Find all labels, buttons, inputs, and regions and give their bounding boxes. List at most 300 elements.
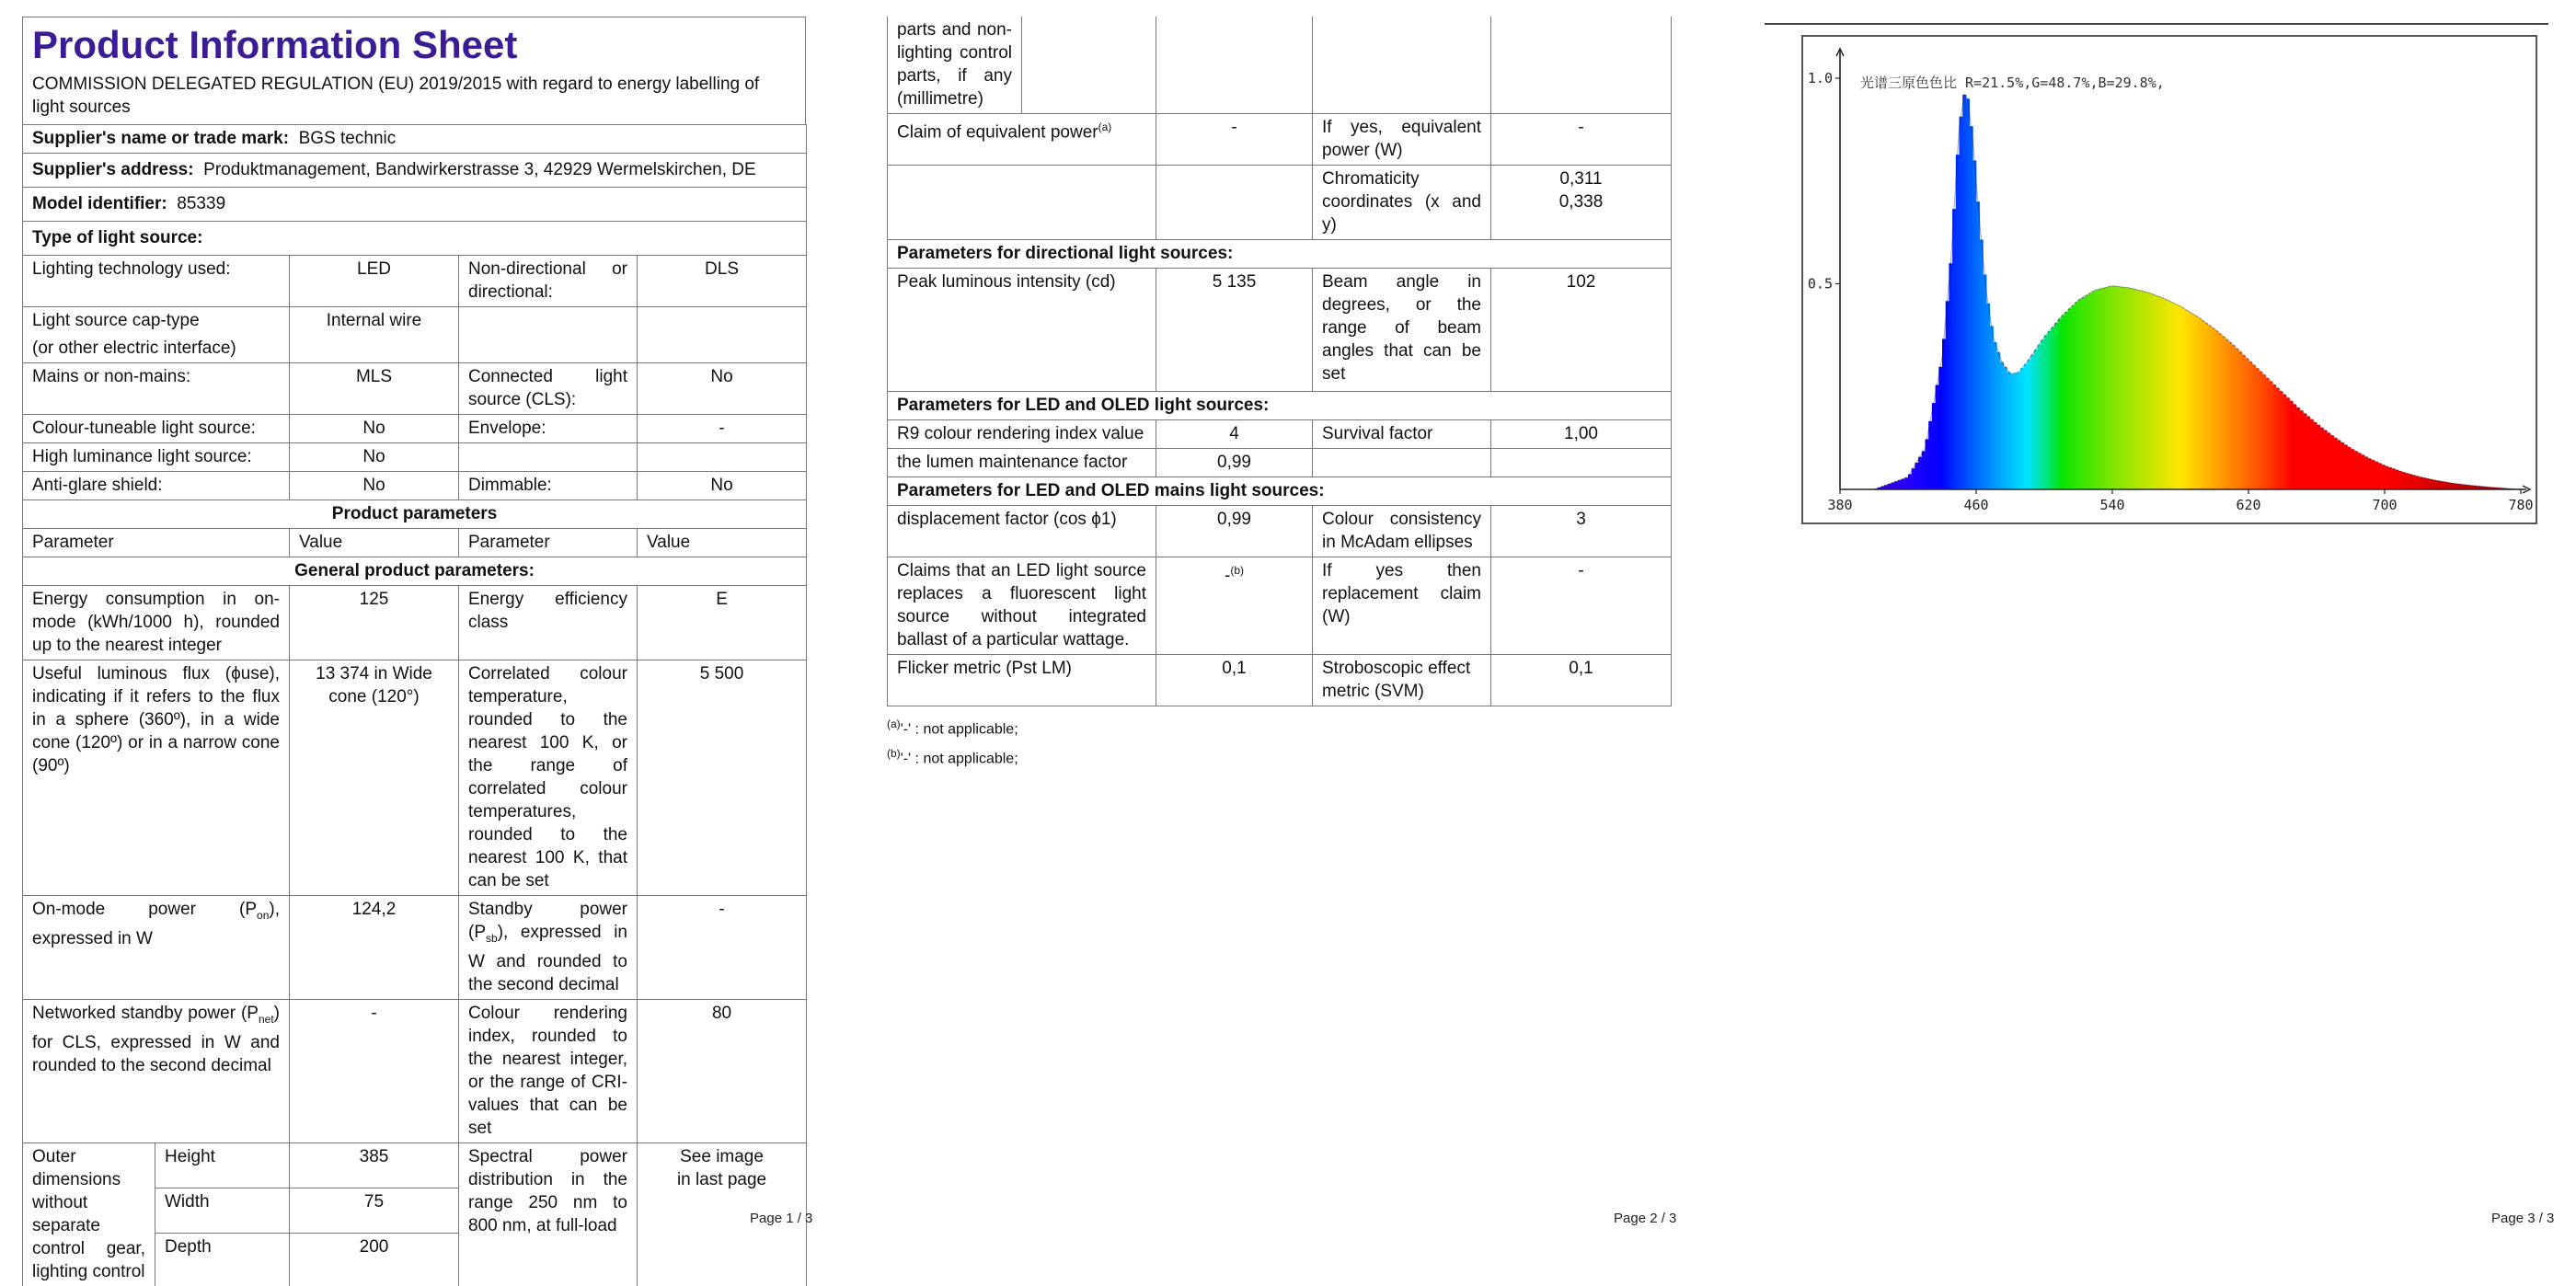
spectrum-bar: [1898, 480, 1902, 489]
standby-label: Standby power $(P_{sb})$, expressed in W and rounded to the second decimal: [459, 896, 638, 1000]
spectrum-bar: [2293, 404, 2296, 489]
spectrum-bar: [2143, 292, 2146, 489]
displacement-value: 0,99: [1156, 506, 1313, 557]
spectrum-bar: [1980, 239, 1984, 489]
spectrum-bar: [2180, 307, 2184, 489]
spectrum-bar: [2174, 304, 2178, 489]
spectrum-bar: [2038, 345, 2041, 489]
x-tick-label: 380: [1827, 497, 1853, 513]
cri-value: 80: [638, 999, 807, 1142]
spectrum-bar: [2385, 466, 2388, 489]
general-heading: General product parameters:: [23, 557, 807, 586]
energy-row: [23, 586, 807, 660]
spectrum-bar: [2276, 388, 2280, 489]
y-tick-label: 0.5: [1807, 275, 1833, 293]
spectrum-bar: [2150, 293, 2154, 489]
spectrum-bar: [2096, 290, 2099, 489]
spectrum-bars: [1840, 95, 2521, 489]
efficiency-value: E: [638, 586, 807, 660]
spectrum-bar: [1942, 339, 1946, 489]
spectrum-bar: [1936, 385, 1939, 489]
product-params-heading-row: [23, 500, 807, 529]
depth-value: 200: [290, 1233, 459, 1286]
connected-label: Connected light source (CLS):: [459, 363, 638, 415]
spectrum-bar: [2028, 360, 2031, 489]
stroboscopic-value: 0,1: [1491, 655, 1672, 706]
spectrum-bar: [2092, 291, 2096, 489]
spectrum-bar: [1912, 468, 1915, 489]
outer-dimensions-label: Outer dimensions without separate control gear, lighting control: [23, 1142, 155, 1286]
spectrum-bar: [2062, 315, 2065, 489]
spectrum-bar: [2255, 368, 2259, 489]
spectrum-bar: [2286, 397, 2290, 489]
spectrum-bar: [2048, 331, 2052, 489]
spectrum-bar: [2020, 368, 2024, 489]
spectrum-bar: [1970, 126, 1973, 489]
spectrum-bar: [2024, 364, 2028, 489]
chart-title: 光谱三原色色比 R=21.5%,G=48.7%,B=29.8%,: [1860, 75, 2165, 91]
spectrum-bar: [2201, 320, 2204, 489]
spectrum-bar: [2388, 467, 2392, 489]
survival-value: 1,00: [1491, 420, 1672, 449]
spectrum-bar: [2194, 316, 2198, 489]
envelope-value: -: [638, 415, 807, 443]
product-info-table: [22, 124, 807, 1286]
spectrum-bar: [2054, 323, 2058, 489]
spectrum-bar: [1986, 304, 1990, 489]
spectrum-bar: [2167, 301, 2170, 489]
spectrum-bar: [1902, 479, 1905, 489]
height-row: [23, 1142, 807, 1188]
model-label: Model identifier:: [32, 194, 167, 213]
col-value-1: Value: [290, 529, 459, 557]
spectrum-bar: [2323, 431, 2327, 489]
x-tick-label: 700: [2372, 497, 2398, 513]
chromaticity-x: 0,311: [1559, 169, 1603, 189]
spectrum-bar: [2391, 468, 2395, 489]
led-heading: Parameters for LED and OLED light sources:: [888, 392, 1672, 420]
spectrum-bar: [2051, 327, 2054, 489]
tuneable-value: No: [290, 415, 459, 443]
spectrum-bar: [1949, 263, 1952, 489]
page-3-top-rule: [1765, 23, 2548, 25]
anti-glare-row: [23, 472, 807, 500]
spectrum-bar: [2245, 358, 2248, 489]
spectrum-bar: [2106, 287, 2110, 489]
spectrum-bar: [2204, 323, 2208, 489]
peak-intensity-row: [888, 269, 1672, 392]
standby-value: -: [638, 896, 807, 1000]
spectrum-bar: [2262, 374, 2266, 489]
spectrum-bar: [2058, 319, 2062, 490]
high-luminance-row: [23, 443, 807, 472]
spectrum-bar: [2000, 362, 2004, 489]
spectrum-chart: [1803, 37, 2536, 522]
spectrum-bar: [2334, 438, 2338, 489]
spectrum-bar: [2368, 458, 2372, 489]
spectrum-bar: [1904, 477, 1908, 489]
y-tick-label: 1.0: [1807, 70, 1833, 86]
lumen-maintenance-value: 0,99: [1156, 449, 1313, 477]
spectrum-bar: [2156, 296, 2160, 489]
model-value: 85339: [177, 194, 226, 213]
survival-label: Survival factor: [1313, 420, 1491, 449]
spectrum-bar: [2085, 295, 2088, 489]
beam-angle-value: 102: [1491, 269, 1672, 392]
spectrum-bar: [2160, 297, 2164, 489]
cct-value: 5 500: [638, 660, 807, 896]
spectrum-bar: [2395, 470, 2398, 489]
supplier-name-label: Supplier's name or trade mark:: [32, 129, 290, 148]
replacement-claim-value: -: [1491, 557, 1672, 655]
spectrum-bar: [2122, 287, 2126, 489]
spectrum-bar: [2109, 286, 2112, 489]
spectrum-bar: [2409, 474, 2412, 489]
high-luminance-label: High luminance light source:: [23, 443, 290, 472]
general-heading-row: [23, 557, 807, 586]
supplier-address-row: [23, 154, 807, 188]
spectrum-bar: [2361, 455, 2364, 490]
spectrum-bar: [2164, 299, 2168, 489]
spectrum-bar: [2136, 290, 2140, 489]
flicker-label: Flicker metric (Pst LM): [888, 655, 1156, 706]
spectrum-bar: [2211, 327, 2214, 489]
non-directional-value: DLS: [638, 256, 807, 307]
x-tick-label: 540: [2099, 497, 2125, 513]
spectrum-bar: [2119, 287, 2122, 489]
equiv-power-label: If yes, equivalent power (W): [1313, 114, 1491, 166]
lumen-maintenance-label: the lumen maintenance factor: [888, 449, 1156, 477]
x-tick-label: 620: [2236, 497, 2261, 513]
spectrum-bar: [1960, 117, 1963, 489]
spectrum-bar: [1976, 201, 1980, 489]
spectrum-bar: [2269, 381, 2272, 489]
spectrum-bar: [1994, 342, 1997, 489]
spectrum-bar: [2034, 350, 2038, 489]
lighting-tech-value: LED: [290, 256, 459, 307]
spectrum-bar: [1952, 209, 1956, 489]
spectrum-bar: [2146, 293, 2150, 489]
spectrum-bar: [2099, 289, 2102, 489]
page-number-3: Page 3 / 3: [2491, 1211, 2555, 1226]
spectrum-bar: [2337, 441, 2340, 489]
chromaticity-row: [888, 166, 1672, 240]
spectrum-bar: [2351, 449, 2354, 489]
spectrum-bar: [2402, 472, 2406, 489]
onmode-value: 124,2: [290, 896, 459, 1000]
mains-value: MLS: [290, 363, 459, 415]
lighting-tech-row: [23, 256, 807, 307]
supplier-name-value: BGS technic: [298, 129, 397, 148]
spectrum-bar: [2116, 286, 2120, 489]
mains-label: Mains or non-mains:: [23, 363, 290, 415]
spectrum-bar: [1915, 463, 1918, 489]
spectrum-bar: [2235, 349, 2238, 489]
spectrum-bar: [2112, 286, 2116, 489]
spectrum-bar: [2228, 342, 2232, 489]
spectrum-bar: [2419, 477, 2422, 489]
spectrum-bar: [2453, 484, 2456, 489]
spectrum-bar: [2432, 480, 2436, 489]
spectrum-bar: [2357, 453, 2361, 489]
flux-row: [23, 660, 807, 896]
spectrum-bar: [1928, 421, 1932, 489]
directional-heading: Parameters for directional light sources:: [888, 240, 1672, 269]
spectrum-bar: [2088, 293, 2092, 489]
spectrum-bar: [1983, 274, 1986, 489]
spectrum-bar: [2133, 289, 2136, 489]
spectrum-bar: [2354, 451, 2358, 489]
col-parameter-1: Parameter: [23, 529, 290, 557]
spectrum-bar: [2191, 314, 2194, 489]
spectrum-bar: [1990, 326, 1994, 489]
connected-value: No: [638, 363, 807, 415]
spectrum-bar: [2017, 373, 2020, 489]
onmode-label: On-mode power $(P_{on})$, expressed in W: [23, 896, 290, 1000]
spectrum-bar: [2248, 362, 2252, 489]
beam-angle-label: Beam angle in degrees, or the range of beam angles that can be set: [1313, 269, 1491, 392]
spectrum-bar: [2068, 308, 2072, 489]
displacement-row: [888, 506, 1672, 557]
spectrum-bar: [2140, 291, 2144, 489]
led-mains-heading-row: [888, 477, 1672, 506]
spectrum-bar: [2272, 385, 2276, 489]
spectrum-bar: [2030, 354, 2034, 489]
spectrum-bar: [1932, 403, 1936, 489]
spectrum-bar: [2238, 351, 2242, 489]
spectrum-bar: [1946, 301, 1949, 489]
dimmable-label: Dimmable:: [459, 472, 638, 500]
spd-label: Spectral power distribution in the range 250 nm to 800 nm, at full-load: [459, 1142, 638, 1286]
flicker-value: 0,1: [1156, 655, 1313, 706]
spectrum-bar: [2398, 471, 2402, 489]
spectrum-bar: [2044, 335, 2048, 489]
fluorescent-claim-label: Claims that an LED light source replaces a fluorescent light source without integrated ballast of a particular wattage.: [888, 557, 1156, 655]
flux-value: 13 374 in Wide cone (120°): [290, 660, 459, 896]
spectrum-bar: [1956, 155, 1960, 489]
net-standby-row: [23, 999, 807, 1142]
supplier-address-label: Supplier's address:: [32, 160, 194, 179]
spectrum-bar: [2405, 473, 2409, 489]
spectrum-bar: [2371, 460, 2375, 489]
efficiency-label: Energy efficiency class: [459, 586, 638, 660]
spectrum-bar: [2064, 312, 2068, 489]
r9-row: [888, 420, 1672, 449]
equiv-power-row: [888, 114, 1672, 166]
net-standby-value: -: [290, 999, 459, 1142]
spectrum-bar: [2078, 299, 2082, 489]
cct-label: Correlated colour temperature, rounded to the nearest 100 K, or the range of correlated colour temperatures, rounded to the nearest 100 K, that can be set: [459, 660, 638, 896]
spectrum-bar: [2330, 435, 2334, 489]
spectrum-bar: [2347, 447, 2351, 489]
spectrum-bar: [2425, 478, 2429, 489]
spectrum-bar: [2252, 365, 2256, 489]
peak-intensity-value: 5 135: [1156, 269, 1313, 392]
cri-label: Colour rendering index, rounded to the nearest integer, or the range of CRI-values that can be set: [459, 999, 638, 1142]
spectrum-bar: [1918, 457, 1922, 489]
spectrum-bar: [2412, 476, 2416, 489]
depth-label: Depth: [155, 1233, 290, 1286]
r9-label: R9 colour rendering index value: [888, 420, 1156, 449]
colour-consistency-label: Colour consistency in McAdam ellipses: [1313, 506, 1491, 557]
spectrum-bar: [2296, 408, 2300, 489]
spectrum-bar: [2344, 445, 2348, 489]
mains-row: [23, 363, 807, 415]
spectrum-bar: [2126, 288, 2130, 489]
spectrum-bar: [2010, 373, 2014, 489]
displacement-label: displacement factor (cos ϕ1): [888, 506, 1156, 557]
colour-consistency-value: 3: [1491, 506, 1672, 557]
footnote-a: $^{(a)}$'-' : not applicable;: [887, 718, 1018, 738]
model-row: [23, 188, 807, 222]
spectrum-bar: [2422, 477, 2426, 489]
anti-glare-label: Anti-glare shield:: [23, 472, 290, 500]
spectrum-bar: [2082, 297, 2086, 489]
spectrum-bar: [2007, 372, 2010, 489]
cap-type-label: Light source cap-type: [32, 311, 200, 330]
spectrum-bar: [2415, 477, 2419, 489]
width-value: 75: [290, 1188, 459, 1233]
spectrum-bar: [1922, 451, 1926, 489]
onmode-row: [23, 896, 807, 1000]
spectrum-bar: [2232, 345, 2236, 489]
spectrum-bar: [2313, 422, 2317, 489]
page-2: [887, 17, 1671, 772]
spectrum-bar: [2340, 442, 2344, 489]
spectrum-bar: [2198, 318, 2202, 489]
spectrum-bar: [2221, 336, 2225, 489]
spectrum-bar: [1966, 98, 1970, 489]
product-params-heading: Product parameters: [23, 500, 807, 529]
spectrum-bar: [2014, 373, 2018, 490]
spectrum-bar: [2289, 401, 2293, 489]
spectrum-bar: [2075, 302, 2078, 489]
column-header-row: [23, 529, 807, 557]
spectrum-bar: [2187, 312, 2191, 489]
supplier-name-row: [23, 125, 807, 154]
tuneable-label: Colour-tuneable light source:: [23, 415, 290, 443]
equiv-claim-value: -: [1156, 114, 1313, 166]
spectrum-bar: [2218, 333, 2222, 489]
spectrum-bar: [1996, 352, 2000, 489]
led-mains-heading: Parameters for LED and OLED mains light sources:: [888, 477, 1672, 506]
equiv-claim-label: Claim of equivalent power$^{(a)}$: [888, 114, 1156, 166]
spectrum-bar: [1938, 367, 1942, 489]
flux-label: Useful luminous flux (ϕuse), indicating if it refers to the flux in a sphere (360º), in a wide cone (120º) or in a narrow cone (90º): [23, 660, 290, 896]
spectrum-bar: [2446, 482, 2450, 489]
spectrum-bar: [2436, 480, 2440, 489]
type-heading: Type of light source:: [23, 222, 807, 256]
x-tick-label: 460: [1963, 497, 1989, 513]
spectrum-bar: [2303, 414, 2306, 489]
chromaticity-label: Chromaticity coordinates (x and y): [1313, 166, 1491, 240]
spectrum-bar: [1962, 95, 1966, 489]
spectrum-bar: [2004, 367, 2007, 489]
spectrum-bar: [2300, 410, 2304, 489]
tuneable-row: [23, 415, 807, 443]
spectrum-bar: [2456, 484, 2460, 489]
spectrum-bar: [1892, 483, 1895, 489]
spectrum-bar: [2208, 326, 2212, 489]
spectrum-bar: [2449, 483, 2453, 489]
envelope-label: Envelope:: [459, 415, 638, 443]
height-label: Height: [155, 1142, 290, 1188]
spectrum-bar: [2439, 481, 2443, 489]
col-value-2: Value: [638, 529, 807, 557]
spectrum-chart-frame: [1801, 35, 2537, 524]
anti-glare-value: No: [290, 472, 459, 500]
high-luminance-value: No: [290, 443, 459, 472]
directional-heading-row: [888, 240, 1672, 269]
dimmable-value: No: [638, 472, 807, 500]
product-info-table-continued: [887, 17, 1672, 706]
chromaticity-value: [1491, 166, 1672, 240]
page-number-2: Page 2 / 3: [1614, 1211, 1677, 1226]
energy-label: Energy consumption in on-mode (kWh/1000 h), rounded up to the nearest integer: [23, 586, 290, 660]
spectrum-bar: [2214, 330, 2218, 489]
non-directional-label: Non-directional or directional:: [459, 256, 638, 307]
continued-dimensions-label: parts and non-lighting control parts, if any (millimetre): [888, 17, 1022, 114]
page-number-1: Page 1 / 3: [750, 1211, 813, 1226]
spectrum-bar: [1894, 481, 1898, 489]
footnote-b: $^{(b)}$'-' : not applicable;: [887, 747, 1018, 767]
spectrum-bar: [2459, 484, 2463, 489]
spectrum-bar: [2378, 464, 2382, 489]
peak-intensity-label: Peak luminous intensity (cd): [888, 269, 1156, 392]
spectrum-bar: [2443, 482, 2446, 489]
spectrum-bar: [2317, 425, 2320, 489]
page-1: [22, 17, 806, 1286]
type-heading-row: [23, 222, 807, 256]
spectrum-bar: [2072, 305, 2076, 489]
supplier-address-value: Produktmanagement, Bandwirkerstrasse 3, 42929 Wermelskirchen, DE: [203, 160, 756, 179]
energy-value: 125: [290, 586, 459, 660]
spectrum-bar: [2041, 339, 2044, 489]
flicker-row: [888, 655, 1672, 706]
chromaticity-y: 0,338: [1558, 192, 1604, 212]
spectrum-bar: [2381, 465, 2385, 489]
spectrum-bar: [2259, 372, 2262, 489]
spectrum-bar: [2306, 417, 2310, 489]
stroboscopic-label: Stroboscopic effect metric (SVM): [1313, 655, 1491, 706]
spectrum-bar: [2375, 462, 2378, 489]
spectrum-bar: [2279, 391, 2283, 489]
spectrum-bar: [2225, 339, 2228, 489]
spectrum-bar: [2310, 419, 2314, 489]
led-heading-row: [888, 392, 1672, 420]
spectrum-bar: [2153, 295, 2156, 489]
sheet-header: [22, 17, 806, 124]
net-standby-label: Networked standby power $(P_{net})$ for CLS, expressed in W and rounded to the second decimal: [23, 999, 290, 1142]
spd-value: See image in last page: [638, 1142, 807, 1286]
spectrum-bar: [2327, 432, 2330, 489]
spectrum-bar: [1972, 160, 1976, 489]
r9-value: 4: [1156, 420, 1313, 449]
spectrum-bar: [2283, 395, 2286, 489]
cap-type-sublabel: (or other electric interface): [32, 339, 236, 358]
fluorescent-claim-value: -$^{(b)}$: [1156, 557, 1313, 655]
spectrum-bar: [2177, 305, 2180, 489]
width-label: Width: [155, 1188, 290, 1233]
spectrum-bar: [2102, 288, 2106, 489]
spectrum-bar: [2364, 457, 2368, 489]
cap-type-row: [23, 307, 807, 363]
cap-type-value: Internal wire: [290, 307, 459, 363]
page-title: Product Information Sheet: [32, 23, 518, 66]
spectrum-bar: [2170, 303, 2174, 489]
spectrum-bar: [2242, 355, 2246, 489]
fluorescent-claim-row: [888, 557, 1672, 655]
